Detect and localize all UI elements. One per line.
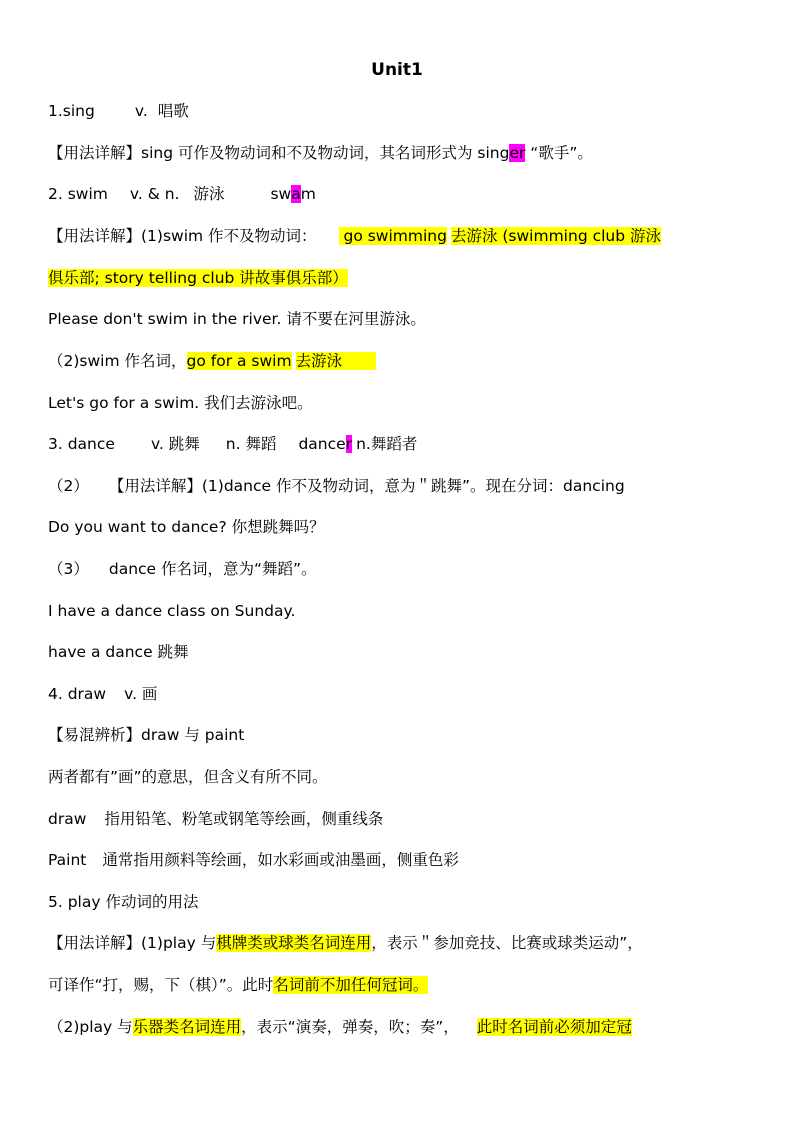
usage-text: 【用法详解】(1)swim 作不及物动词： [48, 227, 317, 245]
usage-sing [48, 142, 593, 164]
highlight-letter: a [291, 185, 301, 203]
usage-swim-2 [48, 350, 376, 372]
meaning: 游泳 [193, 185, 225, 203]
example-sentence [48, 392, 313, 414]
usage-text: （2)play 与 [48, 1018, 133, 1036]
heading-text: 【易混辨析】draw 与 paint [48, 726, 245, 744]
highlight-phrase: 去游泳 [296, 352, 377, 370]
past-tense: sw [270, 185, 292, 203]
meaning: 唱歌 [157, 102, 189, 120]
page-title: Unit1 [371, 60, 423, 80]
usage-text: dance 作名词，意为“舞蹈”。 [108, 560, 317, 578]
entry-dance [48, 433, 417, 455]
word: 4. draw [48, 685, 107, 703]
usage-text: 【用法详解】(1)dance 作不及物动词，意为＂跳舞”。现在分词：dancing [108, 477, 625, 495]
example-sentence [48, 516, 325, 538]
usage-number: （3） [48, 560, 89, 578]
word: 2. swim [48, 185, 108, 203]
entry-sing [48, 100, 189, 122]
term: Paint [48, 851, 87, 869]
meaning: n.舞蹈者 [356, 435, 418, 453]
past-tense: m [300, 185, 316, 203]
usage-text: “歌手”。 [525, 144, 593, 162]
highlight-phrase: 名词前不加任何冠词。 [273, 976, 429, 994]
part-of-speech: n. 舞蹈 [225, 435, 277, 453]
noun-form: dance [298, 435, 346, 453]
sentence-text: Let's go for a swim. 我们去游泳吧。 [48, 394, 313, 412]
intro-text: 两者都有”画”的意思，但含义有所不同。 [48, 768, 328, 786]
sentence-text: Do you want to dance? 你想跳舞吗？ [48, 518, 325, 536]
definition: 通常指用颜料等绘画，如水彩画或油墨画，侧重色彩 [102, 851, 459, 869]
usage-play-2 [48, 1016, 632, 1038]
part-of-speech: v. 跳舞 [150, 435, 200, 453]
usage-dance-1 [48, 475, 625, 497]
usage-swim-1 [48, 225, 661, 247]
comparison-paint [48, 849, 459, 871]
usage-text: ，表示“演奏，弹奏，吹；奏”， [241, 1018, 459, 1036]
term: draw [48, 810, 87, 828]
comparison-draw [48, 808, 383, 830]
part-of-speech: v. 画 [124, 685, 158, 703]
entry-draw [48, 683, 157, 705]
highlight-phrase: 俱乐部; story telling club 讲故事俱乐部） [48, 269, 348, 287]
usage-text: （2)swim 作名词， [48, 352, 187, 370]
comparison-intro [48, 766, 328, 788]
highlight-letter: r [345, 435, 353, 453]
usage-play-1 [48, 932, 643, 954]
comparison-heading [48, 724, 244, 746]
part-of-speech: v. [134, 102, 148, 120]
entry-play [48, 891, 198, 913]
highlight-phrase: 棋牌类或球类名词连用 [216, 934, 372, 952]
usage-number: （2） [48, 477, 89, 495]
part-of-speech: v. & n. [129, 185, 180, 203]
highlight-phrase: 乐器类名词连用 [132, 1018, 242, 1036]
example-sentence [48, 308, 426, 330]
word: 3. dance [48, 435, 115, 453]
usage-text: 【用法详解】(1)play 与 [48, 934, 217, 952]
sentence-text: Please don't swim in the river. 请不要在河里游泳。 [48, 310, 426, 328]
highlight-phrase: go swimming [338, 227, 447, 245]
word: 5. play 作动词的用法 [48, 893, 199, 911]
example-phrase [48, 641, 189, 663]
highlight-suffix: er [509, 144, 526, 162]
usage-text: 可译作“打，赐，下（棋）”。此时 [48, 976, 274, 994]
highlight-phrase: 此时名词前必须加定冠 [476, 1018, 632, 1036]
definition: 指用铅笔、粉笔或钢笔等绘画，侧重线条 [104, 810, 384, 828]
usage-play-1-cont [48, 974, 428, 996]
usage-swim-1-cont [48, 267, 348, 289]
entry-swim [48, 183, 316, 205]
phrase-text: have a dance 跳舞 [48, 643, 189, 661]
highlight-phrase: go for a swim [186, 352, 292, 370]
usage-dance-2 [48, 558, 317, 580]
example-sentence [48, 600, 295, 622]
usage-text: 【用法详解】sing 可作及物动词和不及物动词，其名词形式为 sing [48, 144, 510, 162]
highlight-phrase: 去游泳 (swimming club 游泳 [450, 227, 661, 245]
usage-text: ，表示＂参加竞技、比赛或球类运动”， [371, 934, 643, 952]
word: 1.sing [48, 102, 95, 120]
sentence-text: I have a dance class on Sunday. [48, 602, 296, 620]
